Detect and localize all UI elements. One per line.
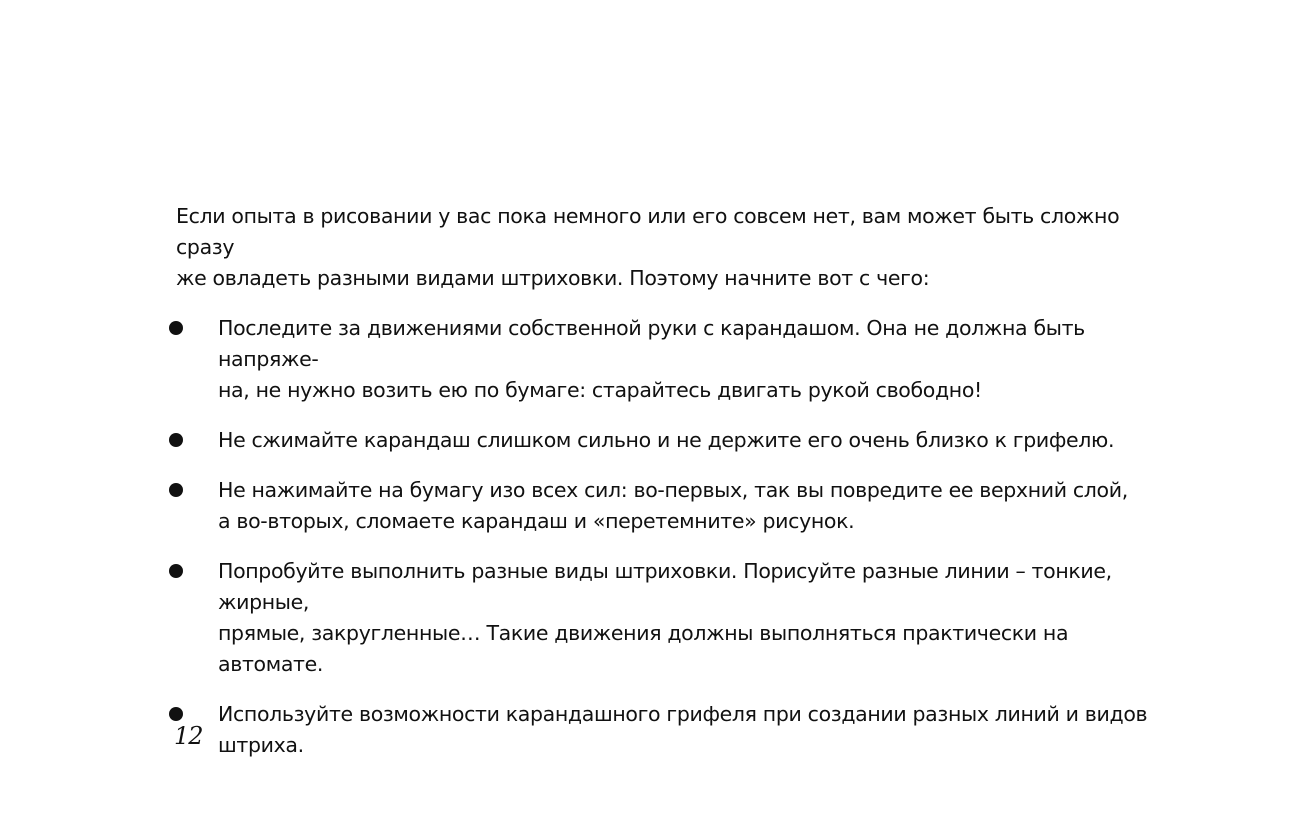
- tips-list: [176, 313, 1176, 761]
- list-item-text: Используйте возможности карандашного грифеля при создании разных линий и видов штриха.: [218, 702, 1148, 757]
- list-item-text: Не сжимайте карандаш слишком сильно и не держите его очень близко к грифелю.: [218, 428, 1115, 452]
- list-item: [176, 475, 1176, 537]
- list-item: [176, 556, 1176, 680]
- list-item: [176, 425, 1176, 456]
- list-item: [176, 699, 1176, 761]
- list-item-text: Не нажимайте на бумагу изо всех сил: во-первых, так вы повредите ее верхний слой, а во-вторых, сломаете карандаш и «перетемните» рисунок.: [218, 478, 1128, 533]
- intro-paragraph: Если опыта в рисовании у вас пока немного или его совсем нет, вам может быть сложно сразу же овладеть разными видами штриховки. Поэтому начните вот с чего:: [176, 204, 1120, 290]
- page-number: 12: [174, 722, 203, 750]
- bullet-icon: [169, 321, 183, 335]
- bullet-icon: [169, 564, 183, 578]
- bullet-icon: [169, 707, 183, 721]
- list-item: [176, 313, 1176, 406]
- list-item-text: Последите за движениями собственной руки с карандашом. Она не должна быть напряже- на, не нужно возить ею по бумаге: старайтесь двигать рукой свободно!: [218, 316, 1085, 402]
- page-content: [176, 201, 1176, 780]
- bullet-icon: [169, 433, 183, 447]
- bullet-icon: [169, 483, 183, 497]
- list-item-text: Попробуйте выполнить разные виды штриховки. Порисуйте разные линии – тонкие, жирные, прямые, закругленные… Такие движения должны выполняться практически на автомате.: [218, 559, 1112, 676]
